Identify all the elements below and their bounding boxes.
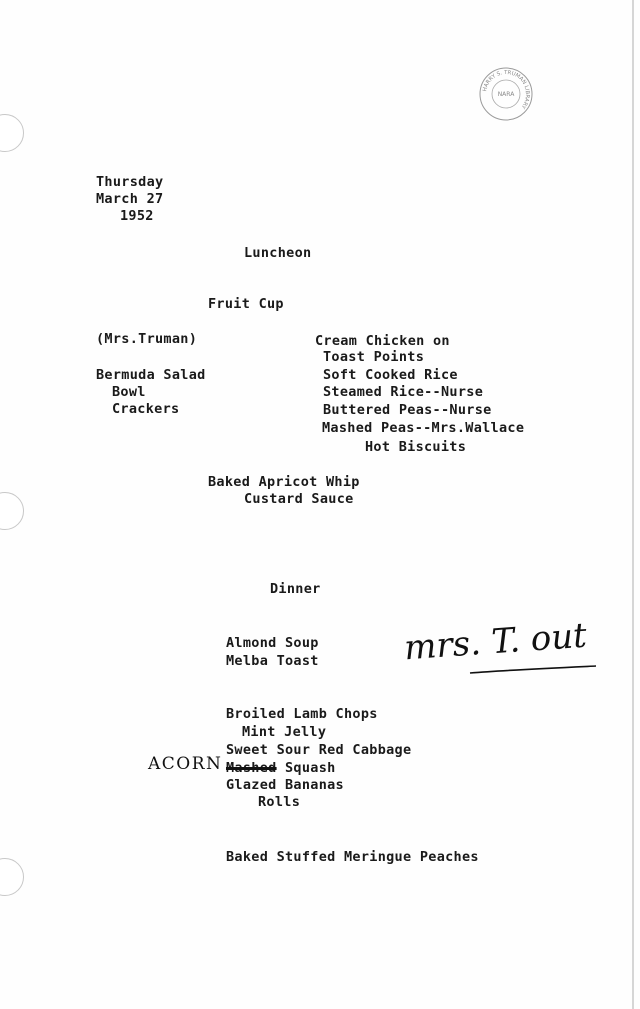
handwritten-squash-prefix: ACORN (148, 754, 223, 774)
binder-hole-bottom (0, 858, 24, 896)
archive-stamp (478, 66, 534, 122)
luncheon-right-item: Hot Biscuits (365, 439, 467, 455)
luncheon-right-item: Soft Cooked Rice (323, 367, 458, 383)
luncheon-right-item: Buttered Peas--Nurse (323, 402, 492, 418)
dinner-main: Mint Jelly (242, 724, 327, 740)
dinner-soup-side: Melba Toast (226, 653, 319, 669)
luncheon-dessert: Baked Apricot Whip (208, 474, 360, 490)
squash-word: Squash (276, 760, 336, 776)
dinner-heading: Dinner (270, 581, 321, 597)
luncheon-left-item: Bowl (112, 384, 146, 400)
stamp-ring-text: HARRY S. TRUMAN LIBRARY (482, 69, 531, 110)
dinner-side: Rolls (258, 794, 301, 810)
luncheon-heading: Luncheon (244, 245, 312, 261)
luncheon-left-item: Crackers (112, 401, 180, 417)
dinner-main: Sweet Sour Red Cabbage (226, 742, 412, 758)
dinner-side: Glazed Bananas (226, 777, 344, 793)
struck-word: Mashed (226, 760, 277, 776)
luncheon-right-item: Steamed Rice--Nurse (323, 384, 484, 400)
handwritten-note: mrs. T. out (402, 615, 589, 669)
luncheon-right-item: Toast Points (323, 349, 425, 365)
date-label: March 27 (96, 191, 164, 207)
binder-hole-middle (0, 492, 24, 530)
luncheon-dessert-sauce: Custard Sauce (244, 491, 354, 507)
luncheon-starter: Fruit Cup (208, 296, 284, 312)
handwritten-underline (468, 664, 598, 676)
stamp-center-text: NARA (497, 91, 515, 98)
page-edge (632, 0, 634, 1009)
luncheon-right-item: Cream Chicken on (315, 333, 450, 349)
dinner-squash (226, 760, 336, 776)
year-label: 1952 (120, 208, 154, 224)
binder-hole-top (0, 114, 24, 152)
luncheon-left-item: Bermuda Salad (96, 367, 206, 383)
dinner-soup: Almond Soup (226, 635, 319, 651)
dinner-main: Broiled Lamb Chops (226, 706, 378, 722)
dinner-dessert: Baked Stuffed Meringue Peaches (226, 849, 479, 865)
luncheon-note: (Mrs.Truman) (96, 331, 198, 347)
luncheon-right-item: Mashed Peas--Mrs.Wallace (322, 420, 525, 436)
day-label: Thursday (96, 174, 164, 190)
